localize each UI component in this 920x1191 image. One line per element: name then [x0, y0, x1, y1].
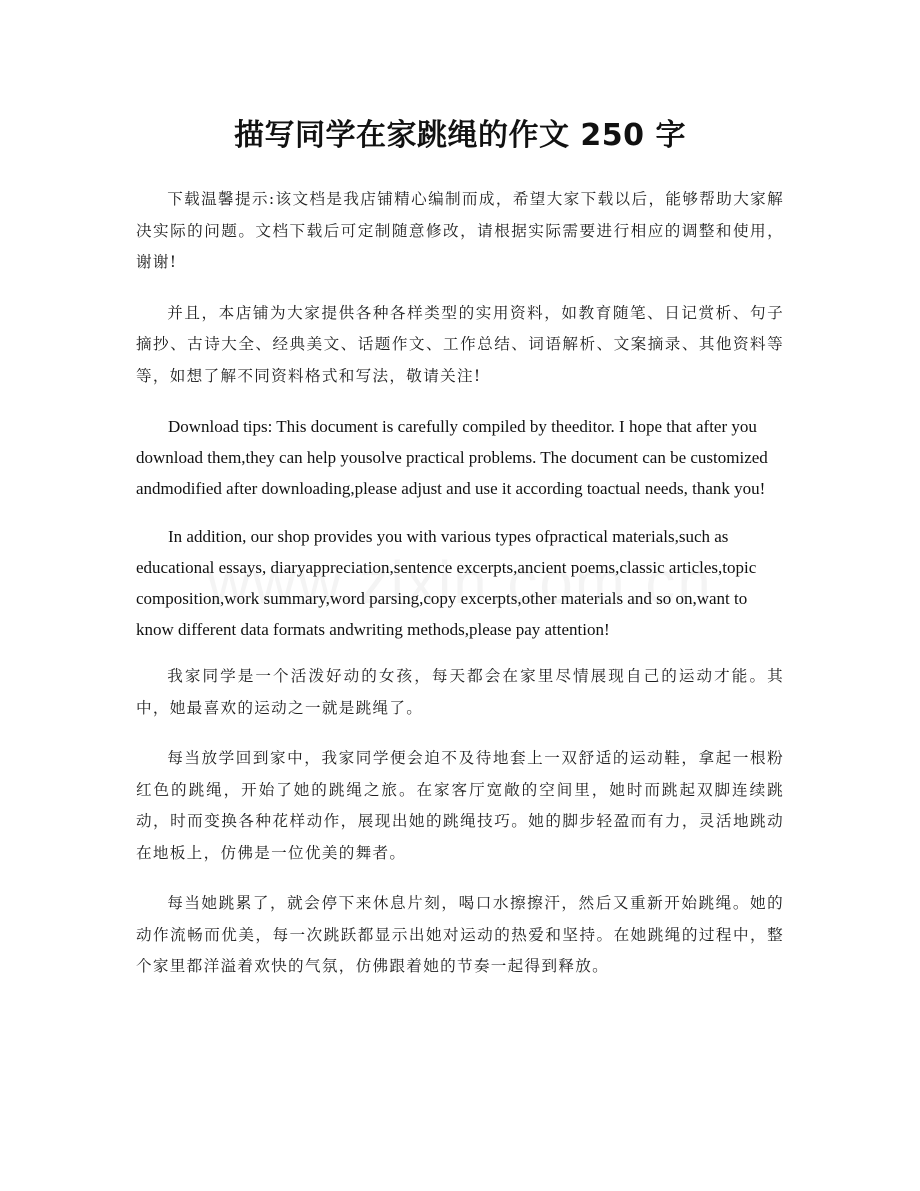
essay-paragraph-1: 我家同学是一个活泼好动的女孩，每天都会在家里尽情展现自己的运动才能。其中，她最喜欢的运动之一就是跳绳了。	[136, 667, 784, 717]
document-body	[136, 184, 784, 1002]
essay-paragraph-3: 每当她跳累了，就会停下来休息片刻，喝口水擦擦汗，然后又重新开始跳绳。她的动作流畅而优美，每一次跳跃都显示出她对运动的热爱和坚持。在她跳绳的过程中，整个家里都洋溢着欢快的气氛，仿佛跟着她的节奏一起得到释放。	[136, 894, 784, 976]
document-title: 描写同学在家跳绳的作文 250 字	[233, 118, 686, 153]
download-tip-zh: 下载温馨提示:该文档是我店铺精心编制而成，希望大家下载以后，能够帮助大家解决实际的问题。文档下载后可定制随意修改，请根据实际需要进行相应的调整和使用，谢谢!	[136, 190, 784, 271]
shop-notice-zh: 并且，本店铺为大家提供各种各样类型的实用资料，如教育随笔、日记赏析、句子摘抄、古诗大全、经典美文、话题作文、工作总结、词语解析、文案摘录、其他资料等等，如想了解不同资料格式和写法，敬请关注!	[136, 303, 784, 385]
shop-notice-en: In addition, our shop provides you with various types ofpractical materials,such as educational essays, diaryappreciation,sentence excerpts,ancient poems,classic articles,topic composition,work summary,word parsing,copy excerpts,other materials and so on,want to know different data formats andwriting methods,please pay attention!	[136, 526, 757, 640]
essay-paragraph-2: 每当放学回到家中，我家同学便会迫不及待地套上一双舒适的运动鞋，拿起一根粉红色的跳绳，开始了她的跳绳之旅。在家客厅宽敞的空间里，她时而跳起双脚连续跳动，时而变换各种花样动作，展现出她的跳绳技巧。她的脚步轻盈而有力，灵活地跳动在地板上，仿佛是一位优美的舞者。	[136, 749, 784, 862]
download-tip-en: Download tips: This document is carefully compiled by theeditor. I hope that after you download them,they can help yousolve practical problems. The document can be customized andmodified after downloading,please adjust and use it according toactual needs, thank you!	[136, 417, 768, 499]
